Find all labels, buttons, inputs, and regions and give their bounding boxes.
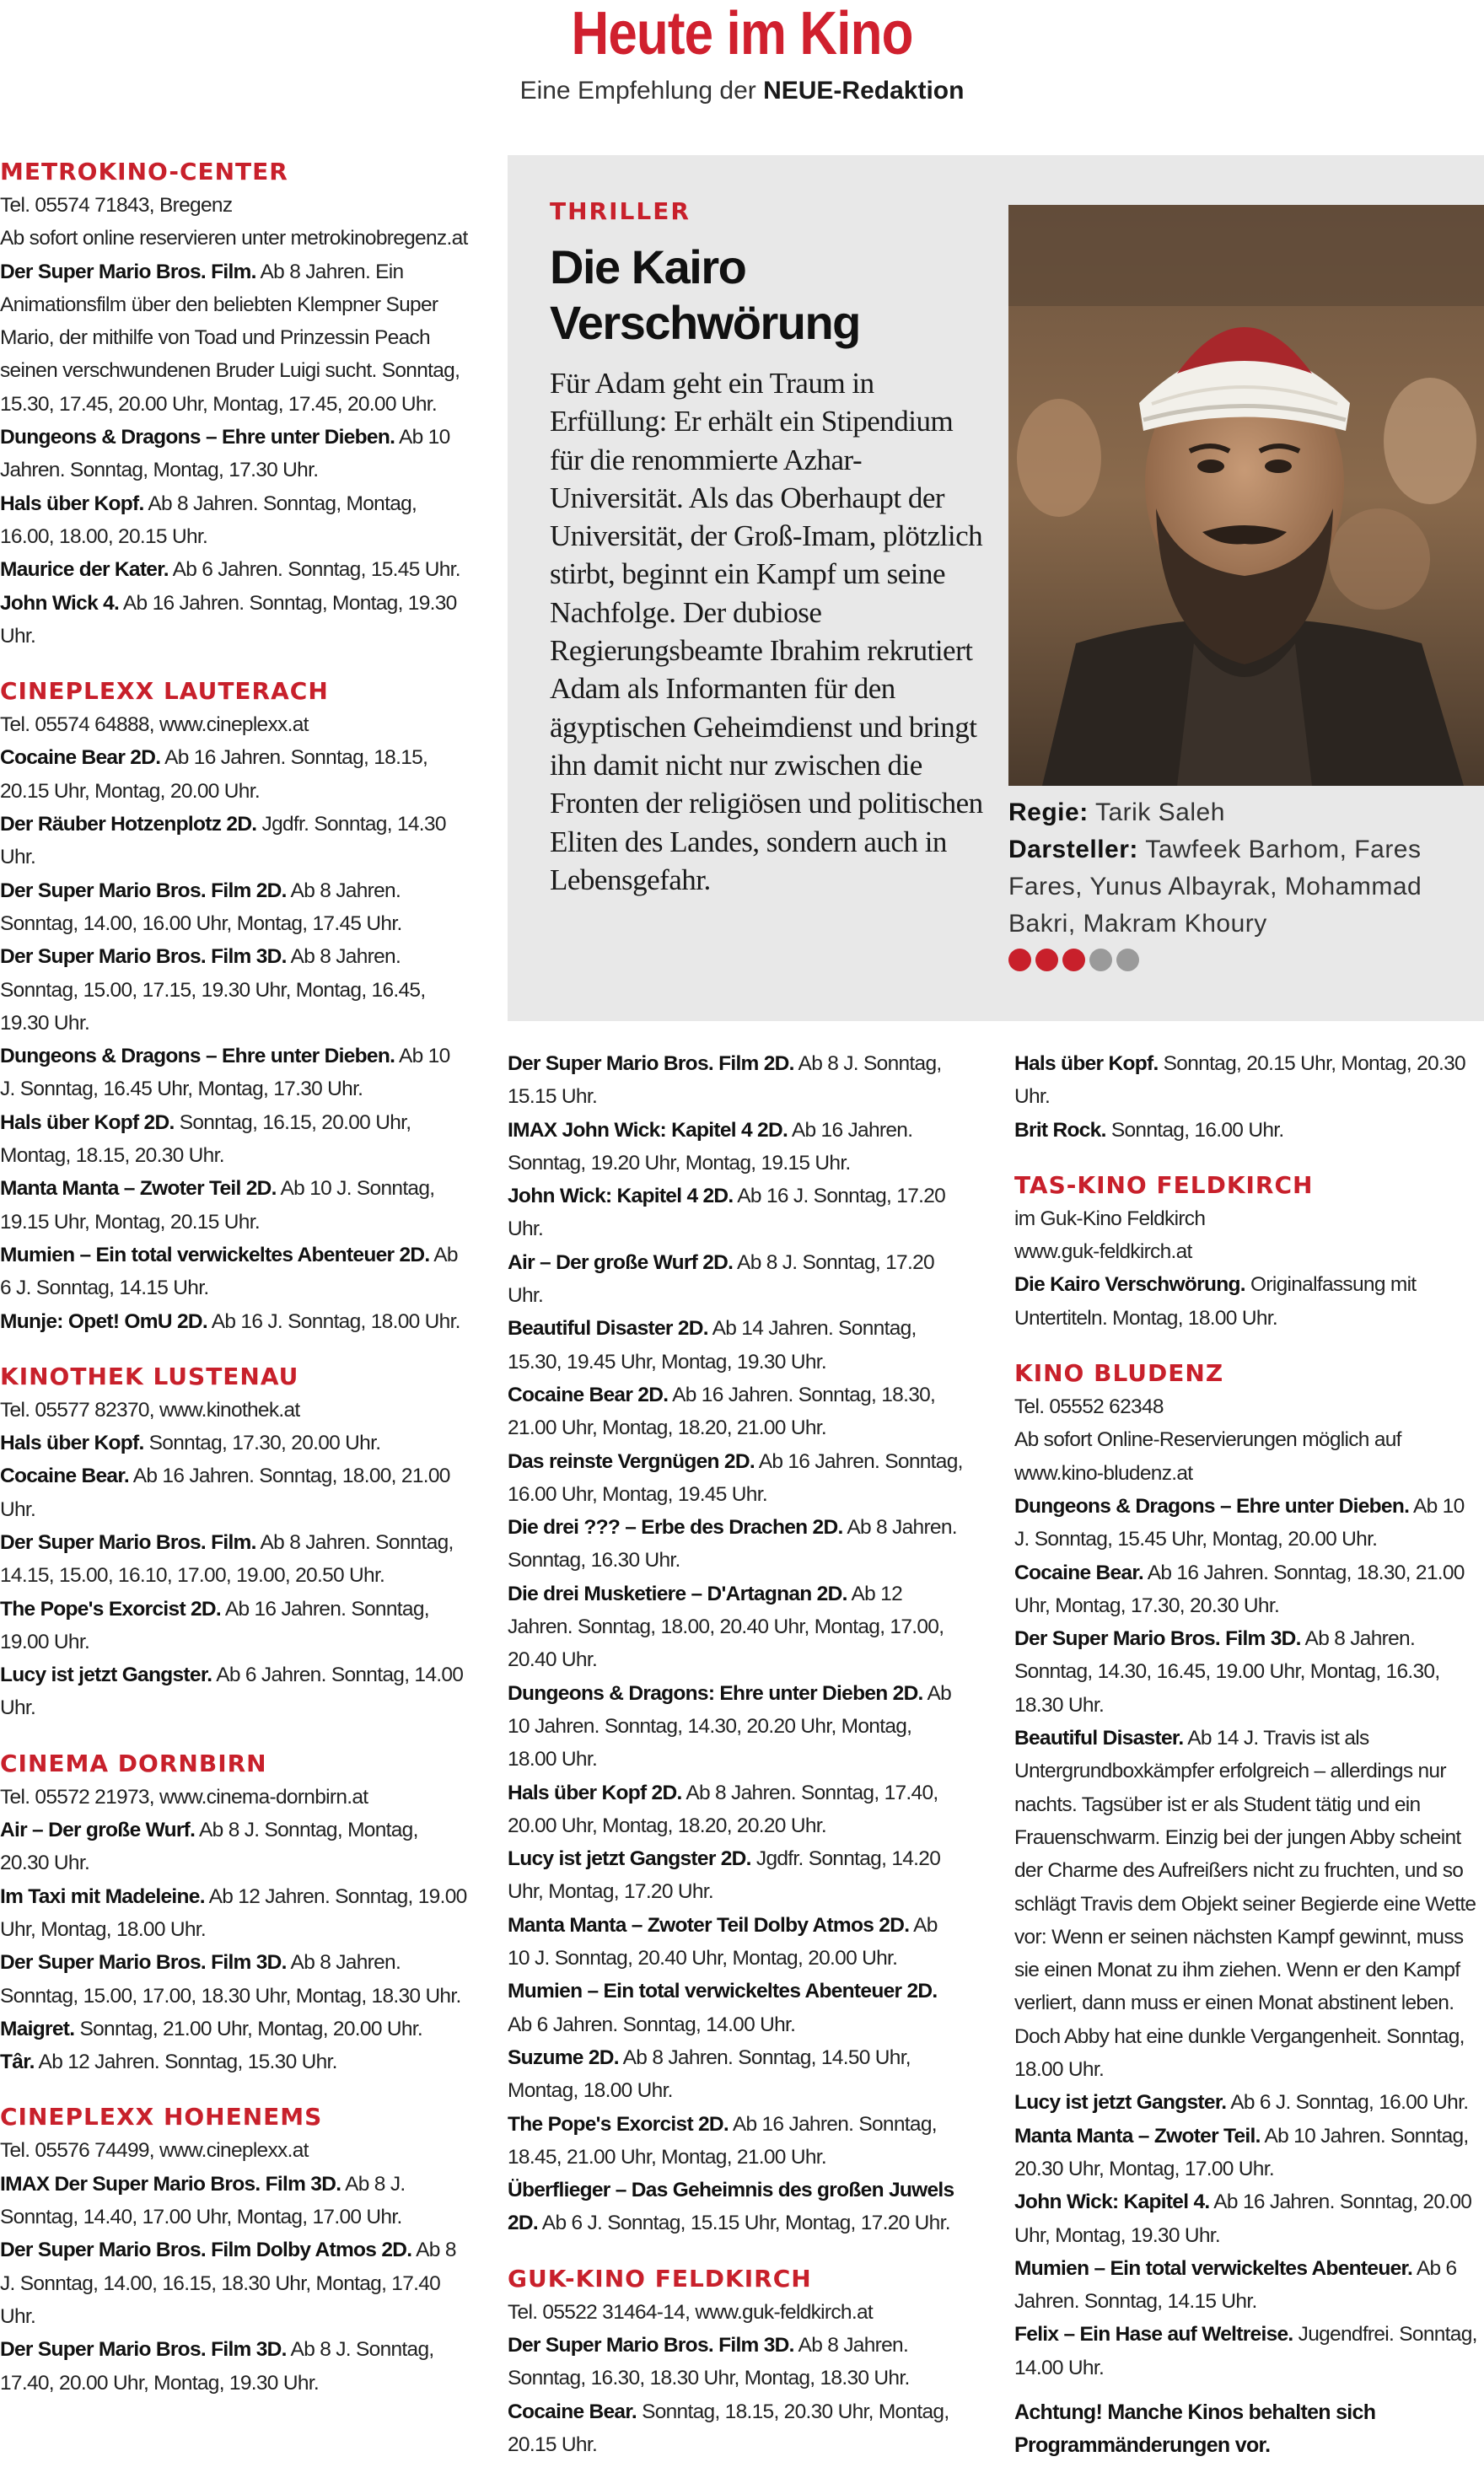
- film-title: John Wick: Kapitel 4 2D.: [508, 1185, 734, 1208]
- film-entry: [0, 2168, 468, 2234]
- film-entry: [508, 1578, 963, 1677]
- film-title: Der Super Mario Bros. Film 3D.: [508, 2333, 794, 2357]
- film-entry: [0, 2333, 468, 2400]
- page-title: Heute im Kino: [571, 0, 913, 67]
- film-details: Originalfassung mit Untertiteln. Montag, 18.00 Uhr.: [1014, 1273, 1417, 1330]
- film-details: Ab 8 Jahren. Ein Animationsfilm über den beliebten Klempner Super Mario, der mithilfe von Toad und Prinzessin Peach seinen verschwundenen Bruder Luigi sucht. Sonntag, 15.30, 17.45, 20.00 Uhr, Montag, 17.45, 20.00 Uhr.: [0, 260, 460, 416]
- venue-block: [1014, 1357, 1484, 2384]
- film-title: Cocaine Bear.: [508, 2400, 637, 2423]
- cast-names: Tawfeek Barhom, Fares Fares, Yunus Albayrak, Mohammad Bakri, Makram Khoury: [1008, 836, 1422, 938]
- director-name: Tarik Saleh: [1094, 798, 1225, 826]
- venue-info: Ab sofort Online-Reservierungen möglich auf www.kino-bludenz.at: [1014, 1428, 1401, 1485]
- film-title: Felix – Ein Hase auf Weltreise.: [1014, 2323, 1293, 2347]
- film-entry: [508, 1047, 963, 1114]
- film-title: Mumien – Ein total verwickeltes Abenteuer.: [1014, 2256, 1413, 2280]
- film-title: Überflieger – Das Geheimnis des großen Juwels 2D.: [508, 2179, 954, 2235]
- film-title: IMAX Der Super Mario Bros. Film 3D.: [0, 2172, 341, 2196]
- venue-info: Tel. 05522 31464-14, www.guk-feldkirch.at: [508, 2300, 873, 2324]
- venue-block: [0, 2100, 468, 2399]
- film-entry: [508, 1246, 963, 1313]
- film-entry: [1014, 2252, 1484, 2319]
- film-entry: [1014, 2086, 1484, 2119]
- venue-block: [508, 1047, 963, 2240]
- film-details: Sonntag, 21.00 Uhr, Montag, 20.00 Uhr.: [79, 2017, 422, 2040]
- film-details: Ab 10 Jahren. Sonntag, 20.30 Uhr, Montag, 17.00 Uhr.: [1014, 2124, 1469, 2180]
- film-title: Brit Rock.: [1014, 1118, 1106, 1142]
- film-details: Ab 16 Jahren. Sonntag, 18.15, 20.15 Uhr, Montag, 20.00 Uhr.: [0, 746, 428, 803]
- listing-column-right: [1014, 1047, 1484, 2463]
- film-title: Dungeons & Dragons – Ehre unter Dieben.: [1014, 1494, 1410, 1518]
- film-details: Ab 8 Jahren. Sonntag, 15.00, 17.15, 19.30 Uhr, Montag, 16.45, 19.30 Uhr.: [0, 945, 426, 1035]
- film-entry: [1014, 2120, 1484, 2186]
- film-details: Ab 6 Jahren. Sonntag, 14.00 Uhr.: [0, 1664, 464, 1720]
- film-entry: [1014, 1490, 1484, 1556]
- venue-name: KINO BLUDENZ: [1014, 1359, 1224, 1388]
- film-entry: [0, 1658, 468, 1725]
- film-entry: [0, 741, 468, 808]
- film-title: Die drei Musketiere – D'Artagnan 2D.: [508, 1582, 847, 1605]
- film-entry: [508, 1379, 963, 1445]
- venue-block: [0, 1747, 468, 2079]
- subtitle-brand: NEUE-Redaktion: [763, 77, 965, 105]
- venue-info: Tel. 05572 21973, www.cinema-dornbirn.at: [0, 1785, 368, 1809]
- venue-info: Tel. 05552 62348: [1014, 1395, 1164, 1419]
- film-entry: [1014, 1268, 1484, 1335]
- film-details: Jgdfr. Sonntag, 14.20 Uhr, Montag, 17.20 Uhr.: [508, 1847, 941, 1904]
- film-details: Ab 14 J. Travis ist als Untergrundboxkämpfer erfolgreich – allerdings nur nachts. Tagsüber ist er als Student tätig und ein Frauenschwarm. Einzig bei der jungen Abby scheint der Charme des Aufreißers nicht zu fruchten, und so schlägt Travis dem Objekt seiner Begierde eine Wette vor: Wenn er seinen nächsten Kampf gewinnt, muss sie einen Monat zu ihm ziehen. Wenn er den Kampf verliert, dann muss er einen Monat abstinent leben. Doch Abby hat eine dunkle Vergangenheit. Sonntag, 18.00 Uhr.: [1014, 1727, 1476, 2082]
- film-details: Sonntag, 16.00 Uhr.: [1110, 1118, 1284, 1142]
- film-title: Manta Manta – Zwoter Teil 2D.: [0, 1177, 277, 1201]
- film-title: Der Super Mario Bros. Film 3D.: [0, 1951, 287, 1975]
- film-details: Ab 6 J. Sonntag, 14.15 Uhr.: [0, 1243, 458, 1300]
- film-details: Ab 8 Jahren. Sonntag, 16.30, 18.30 Uhr, Montag, 18.30 Uhr.: [508, 2333, 910, 2390]
- film-title: Cocaine Bear.: [0, 1465, 129, 1488]
- film-still-image: [1008, 205, 1484, 786]
- listing-column-left: [0, 155, 468, 2400]
- film-details: Ab 16 Jahren. Sonntag, Montag, 19.30 Uhr.: [0, 591, 457, 648]
- director-line: [1008, 794, 1484, 831]
- film-title: Der Super Mario Bros. Film.: [0, 1530, 256, 1554]
- film-title: Manta Manta – Zwoter Teil Dolby Atmos 2D.: [508, 1913, 910, 1937]
- film-details: Ab 16 Jahren. Sonntag, 19.00 Uhr.: [0, 1597, 429, 1653]
- venue-info: Tel. 05574 64888, www.cineplexx.at: [0, 713, 309, 737]
- film-title: Manta Manta – Zwoter Teil.: [1014, 2124, 1261, 2148]
- film-entry: [1014, 1047, 1484, 1114]
- film-details: Ab 8 J. Sonntag, 15.15 Uhr.: [508, 1052, 942, 1109]
- film-title: Dungeons & Dragons – Ehre unter Dieben.: [0, 426, 395, 449]
- film-entry: [0, 808, 468, 874]
- film-entry: [0, 1427, 468, 1460]
- film-title: Der Super Mario Bros. Film Dolby Atmos 2D.: [0, 2239, 412, 2262]
- film-title: Im Taxi mit Madeleine.: [0, 1884, 205, 1908]
- film-entry: [508, 2329, 963, 2395]
- cast-label: Darsteller:: [1008, 836, 1138, 863]
- film-entry: [0, 1106, 468, 1173]
- venue-block: [508, 2262, 963, 2461]
- feature-credits: [1008, 794, 1484, 943]
- film-details: Ab 8 Jahren. Sonntag, 14.50 Uhr, Montag, 18.00 Uhr.: [508, 2045, 911, 2103]
- film-title: Dungeons & Dragons: Ehre unter Dieben 2D.: [508, 1681, 923, 1705]
- film-entry: [508, 1842, 963, 1909]
- venue-info: Tel. 05577 82370, www.kinothek.at: [0, 1398, 300, 1422]
- film-title: Hals über Kopf 2D.: [508, 1781, 682, 1804]
- film-details: Ab 8 J. Sonntag, 14.00, 16.15, 18.30 Uhr, Montag, 17.40 Uhr.: [0, 2239, 456, 2328]
- film-details: Ab 6 Jahren. Sonntag, 15.45 Uhr.: [172, 558, 460, 582]
- film-title: John Wick 4.: [0, 591, 120, 615]
- rating-dot-filled: [1062, 949, 1085, 971]
- film-title: Beautiful Disaster.: [1014, 1727, 1184, 1750]
- rating-dot-empty: [1116, 949, 1139, 971]
- film-details: Ab 16 J. Sonntag, 17.20 Uhr.: [508, 1185, 946, 1241]
- film-details: Jugendfrei. Sonntag, 14.00 Uhr.: [1014, 2323, 1477, 2379]
- film-title: Beautiful Disaster 2D.: [508, 1317, 708, 1341]
- film-details: Ab 16 Jahren. Sonntag, 18.30, 21.00 Uhr, Montag, 17.30, 20.30 Uhr.: [1014, 1561, 1465, 1617]
- film-details: Ab 12 Jahren. Sonntag, 18.00, 20.40 Uhr, Montag, 17.00, 20.40 Uhr.: [508, 1582, 944, 1672]
- film-entry: [1014, 1114, 1484, 1147]
- film-title: Der Super Mario Bros. Film 3D.: [0, 2338, 287, 2362]
- film-title: Der Räuber Hotzenplotz 2D.: [0, 813, 257, 836]
- film-entry: [1014, 1556, 1484, 1623]
- rating-dot-empty: [1089, 949, 1112, 971]
- film-entry: [0, 2234, 468, 2333]
- film-details: Ab 12 Jahren. Sonntag, 15.30 Uhr.: [38, 2051, 337, 2074]
- film-entry: [1014, 1622, 1484, 1722]
- film-title: John Wick: Kapitel 4.: [1014, 2191, 1210, 2214]
- film-entry: [0, 1526, 468, 1593]
- film-entry: [0, 487, 468, 554]
- film-entry: [508, 1975, 963, 2041]
- rating-dots: [1008, 949, 1143, 974]
- subtitle-prefix: Eine Empfehlung der: [519, 77, 764, 105]
- film-entry: [0, 940, 468, 1040]
- film-details: Ab 6 Jahren. Sonntag, 14.00 Uhr.: [508, 2013, 796, 2036]
- venue-info: im Guk-Kino Feldkirch: [1014, 1207, 1206, 1230]
- venue-block: [1014, 1169, 1484, 1335]
- venue-info: www.guk-feldkirch.at: [1014, 1240, 1192, 1264]
- venue-info: Tel. 05576 74499, www.cineplexx.at: [0, 2139, 309, 2163]
- feature-photo: [1008, 205, 1484, 786]
- film-entry: [0, 421, 468, 487]
- film-entry: [0, 2013, 468, 2045]
- film-details: Ab 8 Jahren. Sonntag, Montag, 16.00, 18.00, 20.15 Uhr.: [0, 492, 417, 548]
- film-entry: [508, 1312, 963, 1379]
- film-title: Hals über Kopf 2D.: [0, 1110, 175, 1134]
- film-entry: [508, 1511, 963, 1578]
- film-title: Air – Der große Wurf 2D.: [508, 1250, 734, 1274]
- film-entry: [508, 1777, 963, 1843]
- film-title: IMAX John Wick: Kapitel 4 2D.: [508, 1118, 788, 1142]
- film-details: Sonntag, 16.15, 20.00 Uhr, Montag, 18.15, 20.30 Uhr.: [0, 1110, 411, 1168]
- film-entry: [0, 2045, 468, 2078]
- film-title: Cocaine Bear.: [1014, 1561, 1143, 1584]
- venue-info: Tel. 05574 71843, Bregenz: [0, 194, 233, 217]
- film-entry: [0, 874, 468, 941]
- venue-name: CINEPLEXX LAUTERACH: [0, 677, 329, 706]
- film-entry: [1014, 1722, 1484, 2086]
- film-entry: [0, 1946, 468, 2013]
- feature-title: Die Kairo Verschwörung: [550, 240, 860, 349]
- film-details: Ab 16 Jahren. Sonntag, 18.45, 21.00 Uhr, Montag, 21.00 Uhr.: [508, 2112, 937, 2169]
- film-details: Jgdfr. Sonntag, 14.30 Uhr.: [0, 813, 446, 869]
- film-title: Cocaine Bear 2D.: [0, 746, 161, 770]
- film-details: Ab 8 Jahren. Sonntag, 17.40, 20.00 Uhr, Montag, 18.20, 20.20 Uhr.: [508, 1781, 938, 1837]
- film-title: Suzume 2D.: [508, 2045, 619, 2069]
- film-title: Der Super Mario Bros. Film 3D.: [1014, 1627, 1301, 1651]
- film-title: Der Super Mario Bros. Film 2D.: [0, 879, 287, 902]
- film-title: Târ.: [0, 2051, 35, 2074]
- rating-dot-filled: [1008, 949, 1031, 971]
- film-entry: [508, 2395, 963, 2462]
- film-entry: [1014, 2185, 1484, 2252]
- film-details: Ab 8 Jahren. Sonntag, 16.30 Uhr.: [508, 1516, 957, 1572]
- film-title: Air – Der große Wurf.: [0, 1819, 196, 1842]
- venue-name: CINEPLEXX HOHENEMS: [0, 2103, 323, 2132]
- film-entry: [0, 1040, 468, 1106]
- film-title: The Pope's Exorcist 2D.: [508, 2112, 729, 2136]
- film-entry: [0, 1305, 468, 1338]
- film-entry: [0, 553, 468, 586]
- film-title: Der Super Mario Bros. Film 3D.: [0, 945, 287, 969]
- film-details: Ab 10 J. Sonntag, 19.15 Uhr, Montag, 20.15 Uhr.: [0, 1177, 435, 1234]
- film-details: Ab 12 Jahren. Sonntag, 19.00 Uhr, Montag, 18.00 Uhr.: [0, 1884, 467, 1941]
- film-entry: [0, 1460, 468, 1526]
- film-title: Hals über Kopf.: [0, 492, 144, 515]
- venue-name: METROKINO-CENTER: [0, 158, 288, 185]
- film-entry: [0, 587, 468, 653]
- film-entry: [508, 1445, 963, 1512]
- film-details: Sonntag, 20.15 Uhr, Montag, 20.30 Uhr.: [1014, 1052, 1465, 1109]
- film-details: Ab 6 J. Sonntag, 16.00 Uhr.: [1230, 2091, 1469, 2115]
- film-details: Ab 10 Jahren. Sonntag, 14.30, 20.20 Uhr, Montag, 18.00 Uhr.: [508, 1681, 952, 1771]
- film-entry: [0, 1239, 468, 1305]
- venue-name: GUK-KINO FELDKIRCH: [508, 2264, 812, 2293]
- venue-block: [0, 675, 468, 1338]
- film-entry: [0, 1814, 468, 1880]
- film-title: Cocaine Bear 2D.: [508, 1383, 669, 1406]
- film-entry: [508, 1909, 963, 1976]
- film-title: Maurice der Kater.: [0, 558, 169, 582]
- film-entry: [508, 2041, 963, 2108]
- film-title: Munje: Opet! OmU 2D.: [0, 1309, 207, 1333]
- film-entry: [0, 255, 468, 421]
- masthead: [0, 0, 1484, 126]
- venue-info: Ab sofort online reservieren unter metrokinobregenz.at: [0, 227, 468, 250]
- film-details: Ab 16 Jahren. Sonntag, 19.20 Uhr, Montag, 19.15 Uhr.: [508, 1118, 913, 1175]
- director-label: Regie:: [1008, 798, 1089, 826]
- film-details: Ab 8 Jahren. Sonntag, 14.30, 16.45, 19.00 Uhr, Montag, 16.30, 18.30 Uhr.: [1014, 1627, 1440, 1717]
- film-details: Ab 10 J. Sonntag, 16.45 Uhr, Montag, 17.30 Uhr.: [0, 1045, 450, 1101]
- film-entry: [508, 1180, 963, 1246]
- film-details: Ab 10 J. Sonntag, 15.45 Uhr, Montag, 20.00 Uhr.: [1014, 1494, 1465, 1551]
- film-details: Ab 8 J. Sonntag, 14.40, 17.00 Uhr, Montag, 17.00 Uhr.: [0, 2172, 406, 2229]
- film-title: Maigret.: [0, 2017, 75, 2040]
- film-details: Ab 8 J. Sonntag, Montag, 20.30 Uhr.: [0, 1819, 418, 1875]
- film-title: Hals über Kopf.: [1014, 1052, 1159, 1075]
- film-details: Ab 16 Jahren. Sonntag, 18.30, 21.00 Uhr, Montag, 18.20, 21.00 Uhr.: [508, 1383, 936, 1440]
- film-entry: [0, 1880, 468, 1947]
- listing-column-middle: [508, 1047, 963, 2461]
- film-title: Das reinste Vergnügen 2D.: [508, 1449, 755, 1473]
- film-details: Ab 10 Jahren. Sonntag, Montag, 17.30 Uhr.: [0, 426, 450, 482]
- film-details: Ab 8 Jahren. Sonntag, 14.00, 16.00 Uhr, Montag, 17.45 Uhr.: [0, 879, 402, 935]
- film-details: Ab 16 J. Sonntag, 18.00 Uhr.: [211, 1309, 460, 1333]
- film-entry: [508, 1677, 963, 1777]
- film-entry: [1014, 2318, 1484, 2384]
- film-entry: [508, 1114, 963, 1180]
- venue-block: [0, 1360, 468, 1725]
- film-details: Ab 8 J. Sonntag, 17.20 Uhr.: [508, 1250, 934, 1308]
- film-details: Ab 6 Jahren. Sonntag, 14.15 Uhr.: [1014, 2256, 1457, 2314]
- venue-block: [1014, 1047, 1484, 1147]
- film-details: Sonntag, 17.30, 20.00 Uhr.: [148, 1432, 381, 1455]
- film-title: Mumien – Ein total verwickeltes Abenteuer 2D.: [508, 1980, 938, 2003]
- film-entry: [0, 1593, 468, 1659]
- film-title: Der Super Mario Bros. Film 2D.: [508, 1052, 794, 1075]
- film-title: The Pope's Exorcist 2D.: [0, 1597, 222, 1621]
- film-entry: [0, 1172, 468, 1239]
- film-entry: [508, 2174, 963, 2240]
- venue-name: TAS-KINO FELDKIRCH: [1014, 1170, 1314, 1199]
- film-details: Ab 8 Jahren. Sonntag, 14.15, 15.00, 16.10, 17.00, 19.00, 20.50 Uhr.: [0, 1530, 454, 1588]
- feature-genre: THRILLER: [550, 197, 691, 225]
- film-entry: [508, 2108, 963, 2175]
- venue-block: [0, 155, 468, 653]
- feature-text: Für Adam geht ein Traum in Erfüllung: Er erhält ein Stipendium für die renommierte Azhar-Universität. Als das Oberhaupt der Universität, der Groß-Imam, plötzlich stirbt, beginnt ein Kampf um seine Nachfolge. Der dubiose Regierungsbeamte Ibrahim rekrutiert Adam als Informanten für den ägyptischen Geheimdienst und bringt ihn damit nicht nur zwischen die Fronten der religiösen und politischen Eliten des Landes, sondern auch in Lebensgefahr.: [550, 367, 983, 896]
- film-title: Die drei ??? – Erbe des Drachen 2D.: [508, 1516, 843, 1540]
- film-title: Hals über Kopf.: [0, 1432, 144, 1455]
- venue-name: CINEMA DORNBIRN: [0, 1749, 267, 1777]
- film-details: Ab 6 J. Sonntag, 15.15 Uhr, Montag, 17.20 Uhr.: [541, 2212, 950, 2235]
- film-details: Ab 8 Jahren. Sonntag, 15.00, 17.00, 18.30 Uhr, Montag, 18.30 Uhr.: [0, 1951, 461, 2008]
- film-details: Ab 8 J. Sonntag, 17.40, 20.00 Uhr, Montag, 19.30 Uhr.: [0, 2338, 434, 2395]
- film-details: Ab 16 Jahren. Sonntag, 20.00 Uhr, Montag, 19.30 Uhr.: [1014, 2191, 1472, 2247]
- film-details: Ab 14 Jahren. Sonntag, 15.30, 19.45 Uhr, Montag, 19.30 Uhr.: [508, 1317, 917, 1374]
- film-title: Der Super Mario Bros. Film.: [0, 260, 256, 283]
- page-subtitle: [0, 74, 1484, 108]
- film-details: Sonntag, 18.15, 20.30 Uhr, Montag, 20.15 Uhr.: [508, 2400, 949, 2456]
- film-details: Ab 16 Jahren. Sonntag, 16.00 Uhr, Montag, 19.45 Uhr.: [508, 1449, 963, 1506]
- film-title: Lucy ist jetzt Gangster.: [1014, 2091, 1227, 2115]
- film-title: Lucy ist jetzt Gangster.: [0, 1664, 212, 1687]
- film-title: Dungeons & Dragons – Ehre unter Dieben.: [0, 1045, 395, 1068]
- footer-note: [1014, 2396, 1484, 2463]
- venue-name: KINOTHEK LUSTENAU: [0, 1362, 299, 1390]
- film-title: Lucy ist jetzt Gangster 2D.: [508, 1847, 751, 1871]
- film-details: Ab 10 J. Sonntag, 20.40 Uhr, Montag, 20.00 Uhr.: [508, 1913, 938, 1970]
- film-title: Mumien – Ein total verwickeltes Abenteuer 2D.: [0, 1243, 430, 1266]
- footer-note-text: Achtung! Manche Kinos behalten sich Programmänderungen vor.: [1014, 2400, 1376, 2458]
- film-title: Die Kairo Verschwörung.: [1014, 1273, 1245, 1297]
- film-details: Ab 16 Jahren. Sonntag, 18.00, 21.00 Uhr.: [0, 1465, 450, 1521]
- rating-dot-filled: [1035, 949, 1058, 971]
- cast-line: [1008, 831, 1484, 943]
